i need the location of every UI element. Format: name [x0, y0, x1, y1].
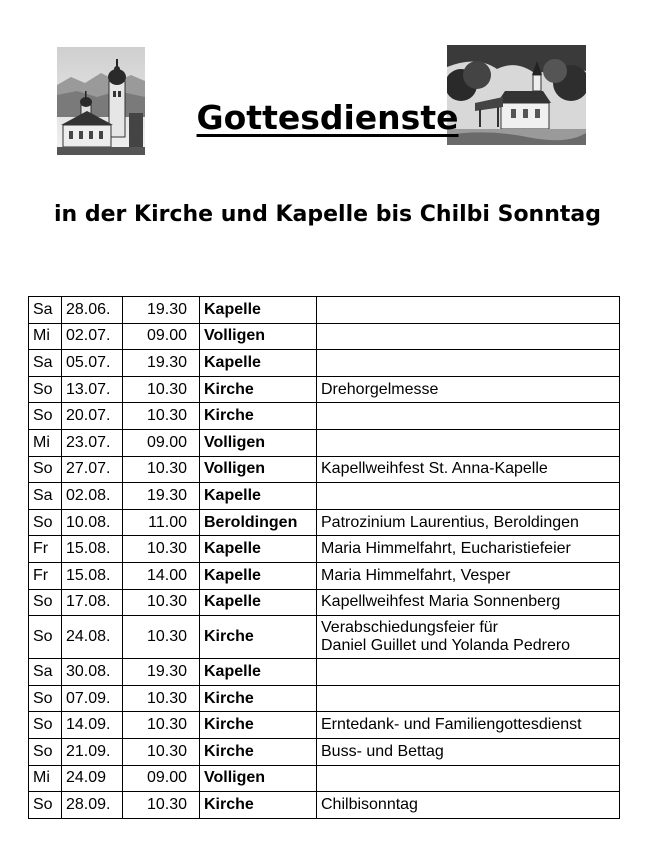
date-cell: 05.07.: [62, 350, 123, 377]
table-row: [29, 297, 620, 324]
time-cell: 09.00: [123, 323, 200, 350]
note-cell: [317, 659, 620, 686]
note-cell: [317, 765, 620, 792]
day-cell: Fr: [29, 536, 62, 563]
note-cell: [317, 685, 620, 712]
service-schedule-table: [28, 296, 620, 819]
day-cell: So: [29, 509, 62, 536]
note-cell: [317, 616, 620, 659]
date-cell: 30.08.: [62, 659, 123, 686]
time-cell: 10.30: [123, 616, 200, 659]
table-row: [29, 376, 620, 403]
note-cell: Erntedank- und Familiengottesdienst: [317, 712, 620, 739]
table-row: [29, 536, 620, 563]
page-subtitle: in der Kirche und Kapelle bis Chilbi Sonntag: [54, 202, 601, 227]
note-cell: [317, 483, 620, 510]
place-cell: Volligen: [200, 456, 317, 483]
day-cell: So: [29, 616, 62, 659]
table-row: [29, 562, 620, 589]
date-cell: 13.07.: [62, 376, 123, 403]
place-cell: Volligen: [200, 429, 317, 456]
note-cell: [317, 429, 620, 456]
day-cell: Sa: [29, 659, 62, 686]
place-cell: Kirche: [200, 738, 317, 765]
date-cell: 24.09: [62, 765, 123, 792]
place-cell: Kapelle: [200, 659, 317, 686]
table-row: [29, 659, 620, 686]
place-cell: Kapelle: [200, 483, 317, 510]
note-cell: Patrozinium Laurentius, Beroldingen: [317, 509, 620, 536]
table-row: [29, 456, 620, 483]
date-cell: 15.08.: [62, 562, 123, 589]
date-cell: 15.08.: [62, 536, 123, 563]
table-row: [29, 738, 620, 765]
date-cell: 21.09.: [62, 738, 123, 765]
place-cell: Kapelle: [200, 589, 317, 616]
page-title: [0, 96, 655, 140]
day-cell: Sa: [29, 350, 62, 377]
day-cell: Mi: [29, 765, 62, 792]
day-cell: Sa: [29, 483, 62, 510]
note-cell: Maria Himmelfahrt, Eucharistiefeier: [317, 536, 620, 563]
date-cell: 10.08.: [62, 509, 123, 536]
day-cell: So: [29, 456, 62, 483]
table-row: [29, 712, 620, 739]
place-cell: Kirche: [200, 792, 317, 819]
day-cell: So: [29, 712, 62, 739]
table-row: [29, 483, 620, 510]
time-cell: 19.30: [123, 483, 200, 510]
day-cell: So: [29, 685, 62, 712]
page-title-text: Gottesdienste: [196, 98, 459, 137]
time-cell: 10.30: [123, 589, 200, 616]
day-cell: Mi: [29, 323, 62, 350]
time-cell: 10.30: [123, 376, 200, 403]
table-row: [29, 323, 620, 350]
date-cell: 14.09.: [62, 712, 123, 739]
date-cell: 07.09.: [62, 685, 123, 712]
table-row: [29, 792, 620, 819]
date-cell: 28.09.: [62, 792, 123, 819]
note-cell: Kapellweihfest St. Anna-Kapelle: [317, 456, 620, 483]
place-cell: Volligen: [200, 323, 317, 350]
day-cell: So: [29, 376, 62, 403]
table-row: [29, 616, 620, 659]
day-cell: So: [29, 792, 62, 819]
note-cell: [317, 323, 620, 350]
date-cell: 02.08.: [62, 483, 123, 510]
time-cell: 19.30: [123, 350, 200, 377]
table-row: [29, 509, 620, 536]
time-cell: 19.30: [123, 297, 200, 324]
place-cell: Volligen: [200, 765, 317, 792]
place-cell: Kapelle: [200, 536, 317, 563]
note-cell: [317, 297, 620, 324]
place-cell: Kirche: [200, 403, 317, 430]
time-cell: 10.30: [123, 403, 200, 430]
date-cell: 23.07.: [62, 429, 123, 456]
note-cell: Chilbisonntag: [317, 792, 620, 819]
note-cell: Buss- und Bettag: [317, 738, 620, 765]
time-cell: 10.30: [123, 792, 200, 819]
date-cell: 02.07.: [62, 323, 123, 350]
note-line: Daniel Guillet und Yolanda Pedrero: [321, 637, 571, 655]
place-cell: Kirche: [200, 376, 317, 403]
place-cell: Kirche: [200, 616, 317, 659]
place-cell: Kapelle: [200, 562, 317, 589]
time-cell: 10.30: [123, 738, 200, 765]
place-cell: Beroldingen: [200, 509, 317, 536]
table-row: [29, 429, 620, 456]
date-cell: 20.07.: [62, 403, 123, 430]
time-cell: 10.30: [123, 685, 200, 712]
day-cell: So: [29, 403, 62, 430]
note-cell: [317, 350, 620, 377]
time-cell: 14.00: [123, 562, 200, 589]
date-cell: 24.08.: [62, 616, 123, 659]
note-cell: Maria Himmelfahrt, Vesper: [317, 562, 620, 589]
time-cell: 19.30: [123, 659, 200, 686]
time-cell: 09.00: [123, 429, 200, 456]
table-row: [29, 350, 620, 377]
place-cell: Kapelle: [200, 297, 317, 324]
time-cell: 09.00: [123, 765, 200, 792]
time-cell: 10.30: [123, 456, 200, 483]
place-cell: Kirche: [200, 712, 317, 739]
table-row: [29, 589, 620, 616]
place-cell: Kirche: [200, 685, 317, 712]
day-cell: Mi: [29, 429, 62, 456]
table-row: [29, 685, 620, 712]
time-cell: 11.00: [123, 509, 200, 536]
place-cell: Kapelle: [200, 350, 317, 377]
date-cell: 27.07.: [62, 456, 123, 483]
day-cell: So: [29, 589, 62, 616]
note-cell: Kapellweihfest Maria Sonnenberg: [317, 589, 620, 616]
date-cell: 28.06.: [62, 297, 123, 324]
date-cell: 17.08.: [62, 589, 123, 616]
day-cell: Fr: [29, 562, 62, 589]
day-cell: So: [29, 738, 62, 765]
day-cell: Sa: [29, 297, 62, 324]
table-row: [29, 403, 620, 430]
note-cell: [317, 403, 620, 430]
note-cell: Drehorgelmesse: [317, 376, 620, 403]
time-cell: 10.30: [123, 712, 200, 739]
table-row: [29, 765, 620, 792]
note-line: Verabschiedungsfeier für: [321, 619, 498, 637]
time-cell: 10.30: [123, 536, 200, 563]
